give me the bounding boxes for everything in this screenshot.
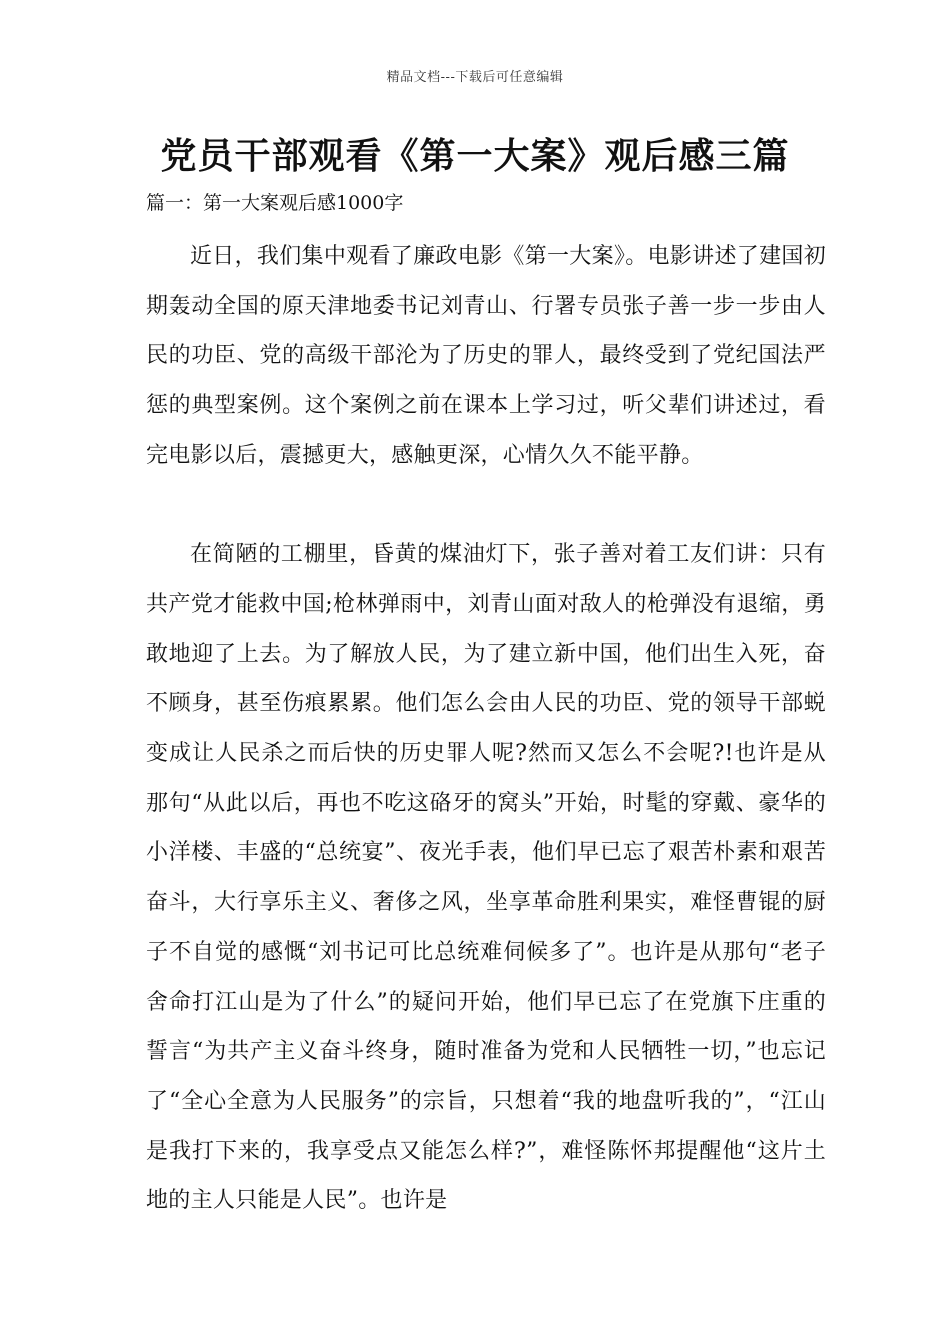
page-title: 党员干部观看《第一大案》观后感三篇 (160, 136, 790, 177)
paragraph: 在简陋的工棚里，昏黄的煤油灯下，张子善对着工友们讲：只有共产党才能救中国;枪林弹雨中，刘青山面对敌人的枪弹没有退缩，勇敢地迎了上去。为了解放人民，为了建立新中国，他们出生入死，奋不顾身，甚至伤痕累累。他们怎么会由人民的功臣、党的领导干部蜕变成让人民杀之而后快的历史罪人呢?然而又怎么不会呢?!也许是从那句“从此以后，再也不吃这硌牙的窝头”开始，时髦的穿戴、豪华的小洋楼、丰盛的“总统宴”、夜光手表，他们早已忘了艰苦朴素和艰苦奋斗，大行享乐主义、奢侈之风，坐享革命胜利果实，难怪曹锟的厨子不自觉的感慨“刘书记可比总统难伺候多了”。也许是从那句“老子舍命打江山是为了什么”的疑问开始，他们早已忘了在党旗下庄重的誓言“为共产主义奋斗终身，随时准备为党和人民牺牲一切，”也忘记了“全心全意为人民服务”的宗旨，只想着“我的地盘听我的”，“江山是我打下来的，我享受点又能怎么样?”，难怪陈怀邦提醒他“这片土地的主人只能是人民”。也许是 (146, 542, 826, 1214)
header-note: 精品文档---下载后可任意编辑 (386, 70, 564, 85)
body-text (146, 232, 826, 1226)
section-heading: 篇一：第一大案观后感1000字 (146, 192, 404, 214)
paragraph: 近日，我们集中观看了廉政电影《第一大案》。电影讲述了建国初期轰动全国的原天津地委书记刘青山、行署专员张子善一步一步由人民的功臣、党的高级干部沦为了历史的罪人，最终受到了党纪国法严惩的典型案例。这个案例之前在课本上学习过，听父辈们讲述过，看完电影以后，震撼更大，感触更深，心情久久不能平静。 (146, 244, 826, 468)
paragraph-spacer (146, 481, 826, 531)
